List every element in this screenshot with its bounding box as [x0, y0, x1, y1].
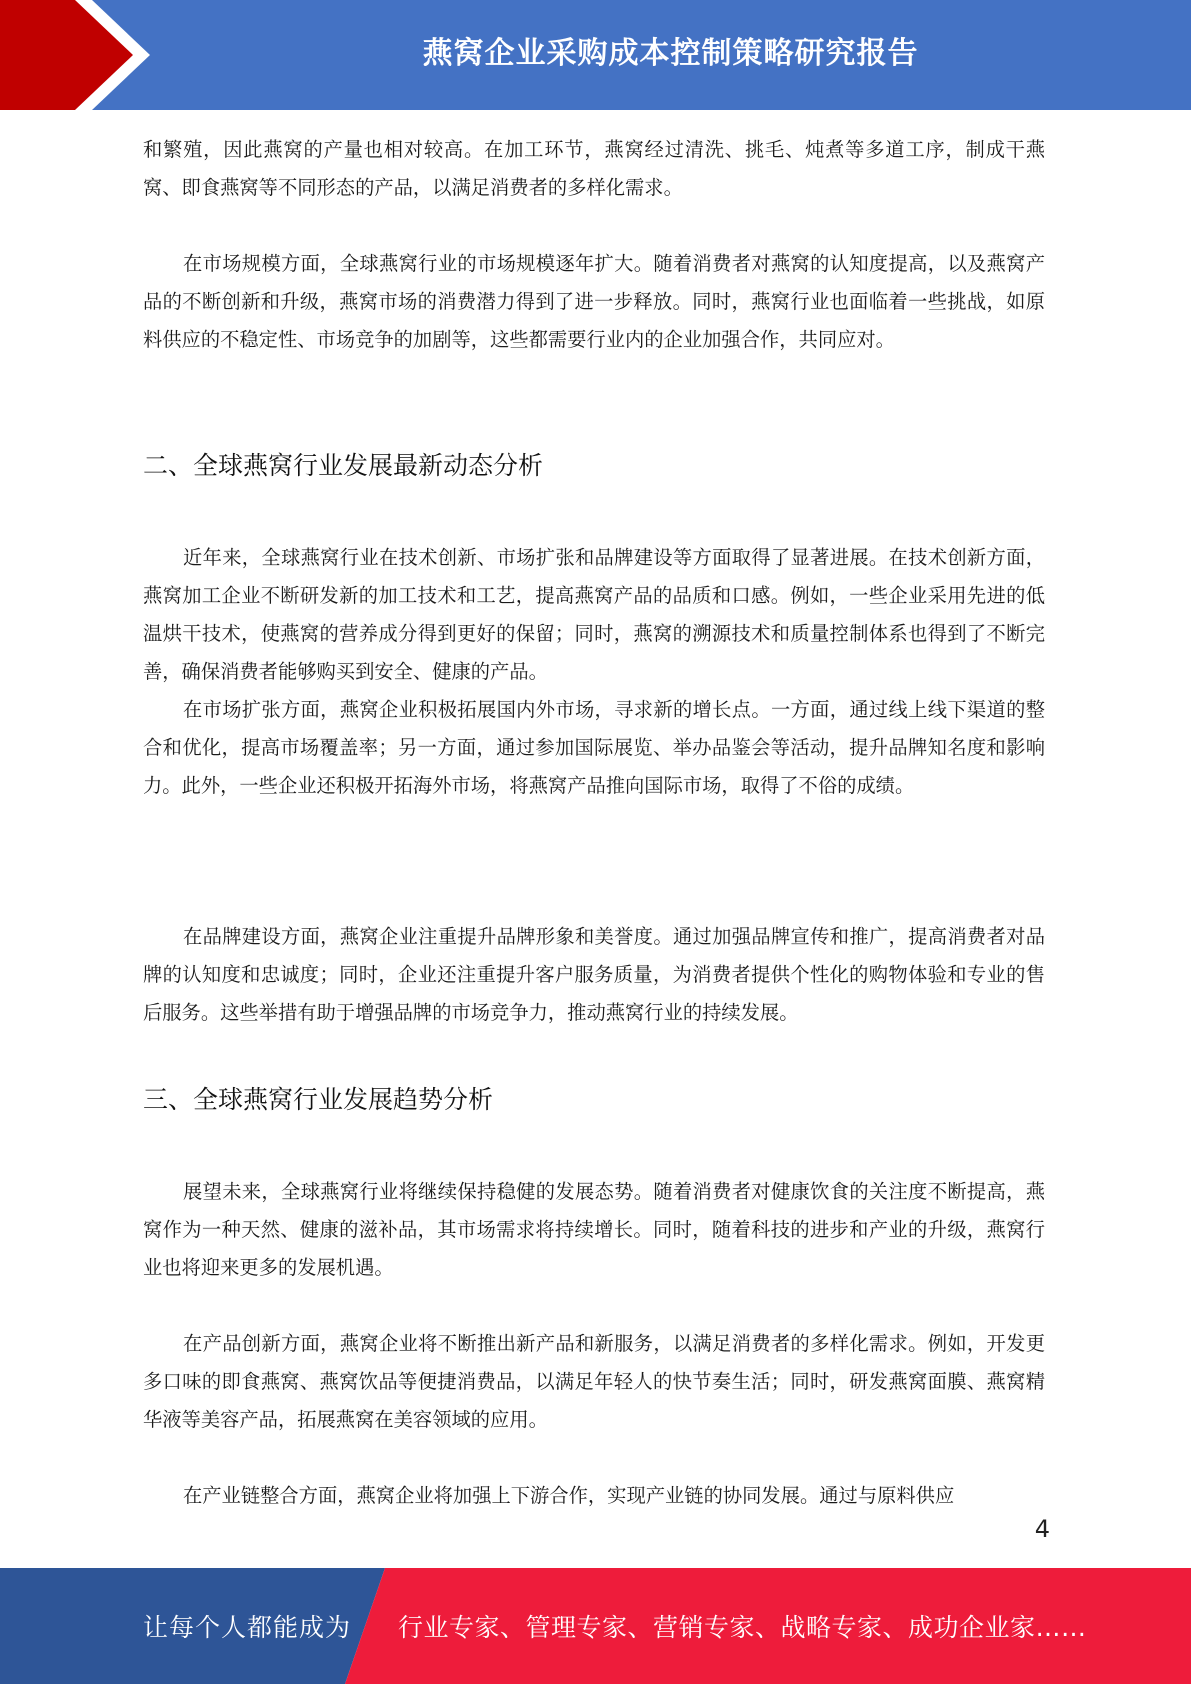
page-header — [0, 0, 1191, 110]
header-red-chevron — [0, 0, 133, 110]
paragraph: 在市场扩张方面，燕窝企业积极拓展国内外市场，寻求新的增长点。一方面，通过线上线下渠道的整合和优化，提高市场覆盖率；另一方面，通过参加国际展览、举办品鉴会等活动，提升品牌知名度和影响力。此外，一些企业还积极开拓海外市场，将燕窝产品推向国际市场，取得了不俗的成绩。 — [143, 698, 1045, 797]
paragraph: 和繁殖，因此燕窝的产量也相对较高。在加工环节，燕窝经过清洗、挑毛、炖煮等多道工序，制成干燕窝、即食燕窝等不同形态的产品，以满足消费者的多样化需求。 — [143, 138, 1045, 199]
paragraph: 在品牌建设方面，燕窝企业注重提升品牌形象和美誉度。通过加强品牌宣传和推广，提高消费者对品牌的认知度和忠诚度；同时，企业还注重提升客户服务质量，为消费者提供个性化的购物体验和专业的售后服务。这些举措有助于增强品牌的市场竞争力，推动燕窝行业的持续发展。 — [143, 925, 1045, 1024]
footer-slogan-right: 行业专家、管理专家、营销专家、战略专家、成功企业家…… — [398, 1613, 1087, 1642]
footer-slogan-left: 让每个人都能成为 — [143, 1613, 352, 1642]
paragraph: 近年来，全球燕窝行业在技术创新、市场扩张和品牌建设等方面取得了显著进展。在技术创新方面，燕窝加工企业不断研发新的加工技术和工艺，提高燕窝产品的品质和口感。例如，一些企业采用先进的低温烘干技术，使燕窝的营养成分得到更好的保留；同时，燕窝的溯源技术和质量控制体系也得到了不断完善，确保消费者能够购买到安全、健康的产品。 — [143, 546, 1045, 683]
paragraph: 在市场规模方面，全球燕窝行业的市场规模逐年扩大。随着消费者对燕窝的认知度提高，以及燕窝产品的不断创新和升级，燕窝市场的消费潜力得到了进一步释放。同时，燕窝行业也面临着一些挑战，如原料供应的不稳定性、市场竞争的加剧等，这些都需要行业内的企业加强合作，共同应对。 — [143, 252, 1045, 351]
paragraph: 在产品创新方面，燕窝企业将不断推出新产品和新服务，以满足消费者的多样化需求。例如，开发更多口味的即食燕窝、燕窝饮品等便捷消费品，以满足年轻人的快节奏生活；同时，研发燕窝面膜、燕窝精华液等美容产品，拓展燕窝在美容领域的应用。 — [143, 1332, 1045, 1431]
page-title: 燕窝企业采购成本控制策略研究报告 — [422, 36, 919, 71]
paragraph: 在产业链整合方面，燕窝企业将加强上下游合作，实现产业链的协同发展。通过与原料供应 — [183, 1484, 955, 1507]
page-number: 4 — [1034, 1515, 1050, 1543]
section-heading: 三、全球燕窝行业发展趋势分析 — [143, 1085, 494, 1114]
paragraph: 展望未来，全球燕窝行业将继续保持稳健的发展态势。随着消费者对健康饮食的关注度不断提高，燕窝作为一种天然、健康的滋补品，其市场需求将持续增长。同时，随着科技的进步和产业的升级，燕窝行业也将迎来更多的发展机遇。 — [143, 1180, 1045, 1279]
section-heading: 二、全球燕窝行业发展最新动态分析 — [143, 451, 544, 480]
page-footer — [0, 1568, 1191, 1684]
